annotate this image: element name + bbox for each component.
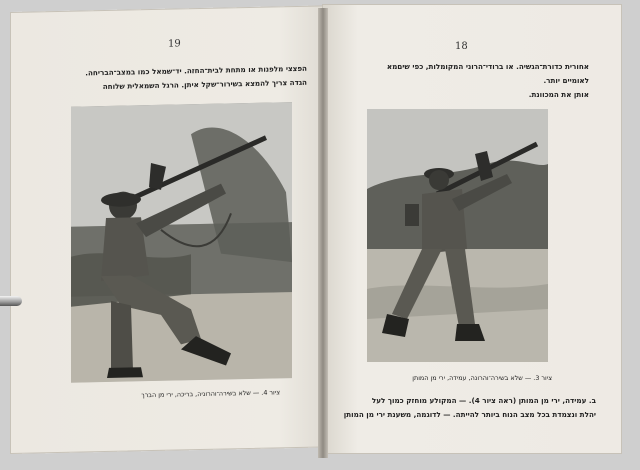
photo-standing-soldier [367, 109, 548, 362]
kneeling-soldier-illustration [71, 102, 292, 383]
text-line: הפצצי מלפנות או מתחת לבית־החזה. יד־שמאל כמו במצב־הבריחה. [85, 63, 307, 78]
standing-soldier-illustration [367, 109, 548, 362]
text-line: לאומיים יותר. [543, 76, 589, 85]
text-line: ב. עמידה, ירי מן המותן (ראה ציור 4). — המקולע מוחזק כמוך לעל [371, 396, 596, 405]
text-line: אחורית כדורת־הגשיה. או ברודי־הרוני המקומלות, כפי שיםמא [386, 62, 589, 71]
text-line: אותן את המכוונת. [528, 90, 589, 99]
page-number: 18 [455, 41, 468, 52]
left-page [10, 5, 328, 454]
book-gutter [318, 8, 328, 458]
right-page [322, 4, 622, 454]
pen-tip [0, 296, 22, 306]
photo-caption: ציור 3. — שלא בשירה־והרונה, עמידה, ירי מן המותן [412, 374, 552, 382]
text-line: יהלת ונצמדת בכל מצב הנוח ביותר להייתה. — לדוגמה, משענת ירי מן המותן [343, 410, 596, 419]
page-number: 19 [168, 38, 181, 50]
text-line: הגדה צריך להמצא בשירור־שקל איתן. הרגל השמאלית שלוחה [102, 77, 307, 92]
photo-caption: ציור 4. — שלא בשירה־והרוניה, בריכה, ירי מן הברך [141, 388, 280, 400]
photo-kneeling-soldier [71, 102, 292, 383]
